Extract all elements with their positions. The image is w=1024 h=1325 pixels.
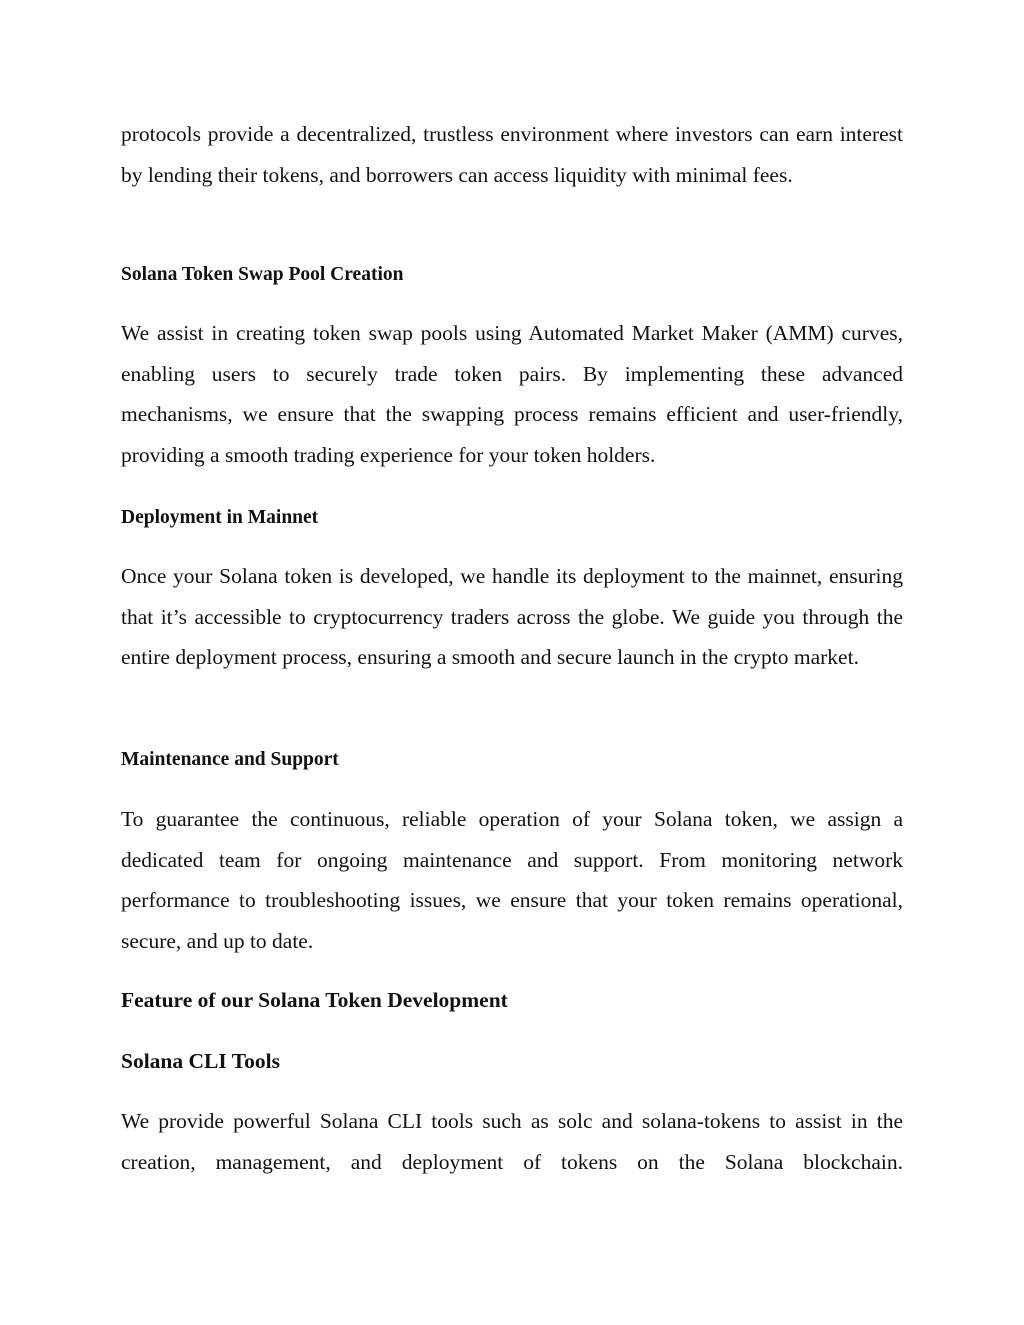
features-section-heading: Feature of our Solana Token Development [121,988,508,1012]
mainnet-deployment-paragraph: Once your Solana token is developed, we handle its deployment to the mainnet, ensuring that it’s accessible to cryptocurrency traders across the globe. We guide you through the entire deployment process, ensuring a smooth and secure launch in the crypto market. [121,564,903,669]
lending-protocols-paragraph: protocols provide a decentralized, trustless environment where investors can earn interest by lending their tokens, and borrowers can access liquidity with minimal fees. [121,122,903,187]
swap-pool-heading: Solana Token Swap Pool Creation [121,264,404,285]
maintenance-support-paragraph: To guarantee the continuous, reliable operation of your Solana token, we assign a dedicated team for ongoing maintenance and support. From monitoring network performance to troubleshooting issues, we ensure that your token remains operational, secure, and up to date. [121,807,903,953]
swap-pool-paragraph: We assist in creating token swap pools using Automated Market Maker (AMM) curves, enabling users to securely trade token pairs. By implementing these advanced mechanisms, we ensure that the swapping process remains efficient and user-friendly, providing a smooth trading experience for your token holders. [121,321,903,467]
mainnet-deployment-heading: Deployment in Mainnet [121,507,319,528]
maintenance-support-heading: Maintenance and Support [121,749,339,770]
cli-tools-heading: Solana CLI Tools [121,1049,280,1073]
cli-tools-paragraph: We provide powerful Solana CLI tools such as solc and solana-tokens to assist in the creation, management, and deployment of tokens on the Solana blockchain. [121,1109,903,1174]
